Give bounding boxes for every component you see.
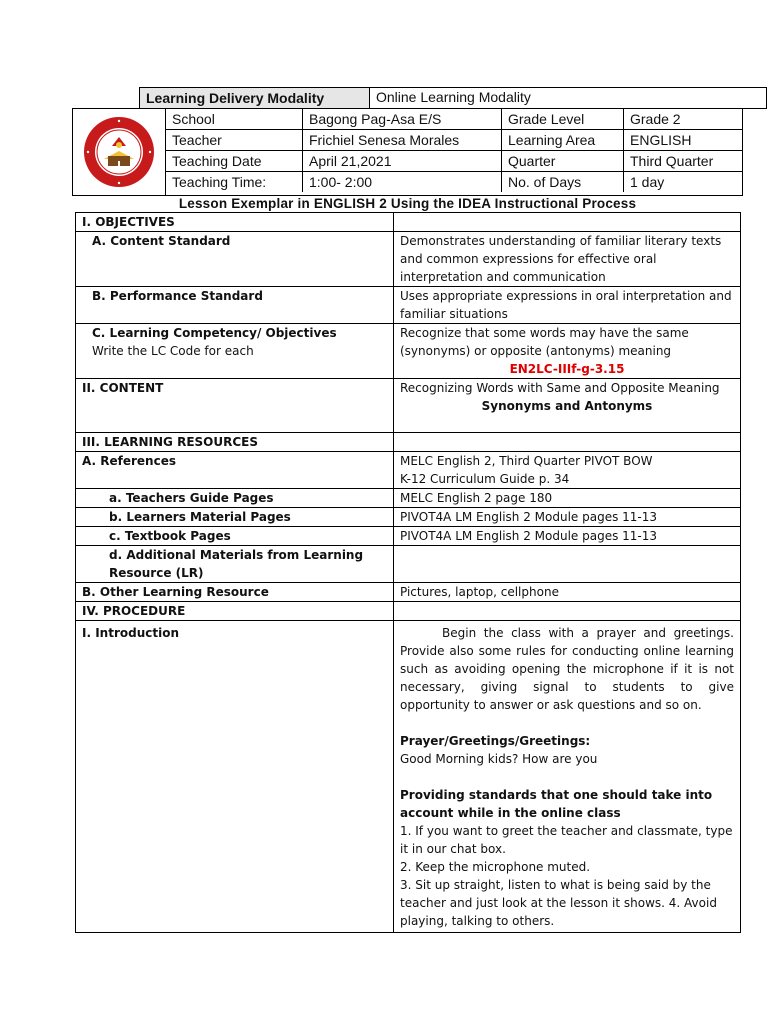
info-value: 1:00- 2:00 (303, 172, 502, 193)
info-value: Grade 2 (624, 109, 743, 130)
standards-heading: Providing standards that one should take into account while in the online class (400, 788, 713, 820)
competency-value-cell (394, 324, 741, 379)
info-row (166, 130, 743, 151)
section-heading: I. OBJECTIVES (76, 213, 394, 232)
performance-standard-row (76, 287, 741, 324)
resource-item-value: MELC English 2 page 180 (394, 489, 741, 508)
performance-standard-value: Uses appropriate expressions in oral interpretation and familiar situations (394, 287, 741, 324)
resource-item-label: a. Teachers Guide Pages (76, 489, 394, 508)
introduction-cell (394, 621, 741, 933)
spacer (400, 768, 734, 786)
empty-cell (394, 433, 741, 452)
references-row (76, 452, 741, 489)
rule-item: 2. Keep the microphone muted. (400, 860, 591, 874)
rule-item: 3. Sit up straight, listen to what is being said by the teacher and just look at the lesson it shows. 4. Avoid playing, talking to others. (400, 878, 717, 928)
info-key: Learning Area (502, 130, 624, 151)
info-row (166, 151, 743, 172)
modality-value: Online Learning Modality (376, 89, 531, 105)
resource-item-row (76, 508, 741, 527)
empty-cell (394, 602, 741, 621)
school-info-block (72, 108, 743, 196)
info-key: Teaching Date (166, 151, 303, 172)
lesson-title: Lesson Exemplar in ENGLISH 2 Using the IDEA Instructional Process (178, 196, 637, 211)
logo-cell (73, 109, 166, 195)
references-label: A. References (76, 452, 394, 489)
other-resource-row (76, 583, 741, 602)
info-row (166, 109, 743, 130)
prayer-heading: Prayer/Greetings/Greetings: (400, 734, 591, 748)
competency-value: Recognize that some words may have the same (synonyms) or opposite (antonyms) meaning (400, 326, 689, 358)
rule-item: 1. If you want to greet the teacher and classmate, type it in our chat box. (400, 824, 733, 856)
content-value: Recognizing Words with Same and Opposite Meaning (400, 381, 720, 395)
modality-label: Learning Delivery Modality (140, 88, 370, 108)
intro-paragraph: Begin the class with a prayer and greetings. Provide also some rules for conducting online learning such as avoiding opening the microphone if it is not necessary, giving signal to students to give opportunity to answer or ask questions and so on. (400, 626, 734, 712)
section-heading: III. LEARNING RESOURCES (76, 433, 394, 452)
competency-label: C. Learning Competency/ Objectives (92, 326, 337, 340)
resource-item-label: c. Textbook Pages (76, 527, 394, 546)
resource-item-value: PIVOT4A LM English 2 Module pages 11-13 (394, 508, 741, 527)
lesson-table (75, 212, 741, 933)
content-standard-label: A. Content Standard (76, 232, 394, 287)
content-cell (394, 379, 741, 433)
info-key: Grade Level (502, 109, 624, 130)
performance-standard-label: B. Performance Standard (76, 287, 394, 324)
info-value: Frichiel Senesa Morales (303, 130, 502, 151)
resource-item-row (76, 489, 741, 508)
resource-item-value: PIVOT4A LM English 2 Module pages 11-13 (394, 527, 741, 546)
introduction-label: I. Introduction (76, 621, 394, 933)
references-line: MELC English 2, Third Quarter PIVOT BOW (400, 454, 653, 468)
empty-cell (394, 213, 741, 232)
modality-row (139, 87, 767, 109)
competency-cell (76, 324, 394, 379)
spacer (400, 714, 734, 732)
info-value: April 21,2021 (303, 151, 502, 172)
info-value: Bagong Pag-Asa E/S (303, 109, 502, 130)
info-value: ENGLISH (624, 130, 743, 151)
info-value: Third Quarter (624, 151, 743, 172)
info-key: Teacher (166, 130, 303, 151)
lc-code-instruction: Write the LC Code for each (92, 344, 254, 358)
resource-item-label: d. Additional Materials from Learning Resource (LR) (76, 546, 394, 583)
info-key: Quarter (502, 151, 624, 172)
resource-item-value (394, 546, 741, 583)
info-key: School (166, 109, 303, 130)
resource-item-label: b. Learners Material Pages (76, 508, 394, 527)
introduction-row (76, 621, 741, 933)
info-value: 1 day (624, 172, 743, 193)
resource-item-row (76, 527, 741, 546)
content-topic: Synonyms and Antonyms (481, 399, 653, 413)
content-standard-row (76, 232, 741, 287)
lc-code: EN2LC-IIIf-g-3.15 (509, 362, 625, 376)
info-key: Teaching Time: (166, 172, 303, 193)
references-cell (394, 452, 741, 489)
content-row (76, 379, 741, 433)
resources-heading-row (76, 433, 741, 452)
resource-item-row (76, 546, 741, 583)
references-line: K-12 Curriculum Guide p. 34 (400, 472, 570, 486)
content-heading: II. CONTENT (76, 379, 394, 433)
info-row (166, 172, 743, 193)
school-info-table (165, 109, 742, 192)
content-standard-value: Demonstrates understanding of familiar literary texts and common expressions for effective oral interpretation and communication (394, 232, 741, 287)
other-resource-label: B. Other Learning Resource (76, 583, 394, 602)
competency-row (76, 324, 741, 379)
procedure-heading-row (76, 602, 741, 621)
section-heading: IV. PROCEDURE (76, 602, 394, 621)
prayer-text: Good Morning kids? How are you (400, 752, 598, 766)
other-resource-value: Pictures, laptop, cellphone (394, 583, 741, 602)
school-seal-icon (82, 115, 156, 189)
section-row-objectives (76, 213, 741, 232)
info-key: No. of Days (502, 172, 624, 193)
